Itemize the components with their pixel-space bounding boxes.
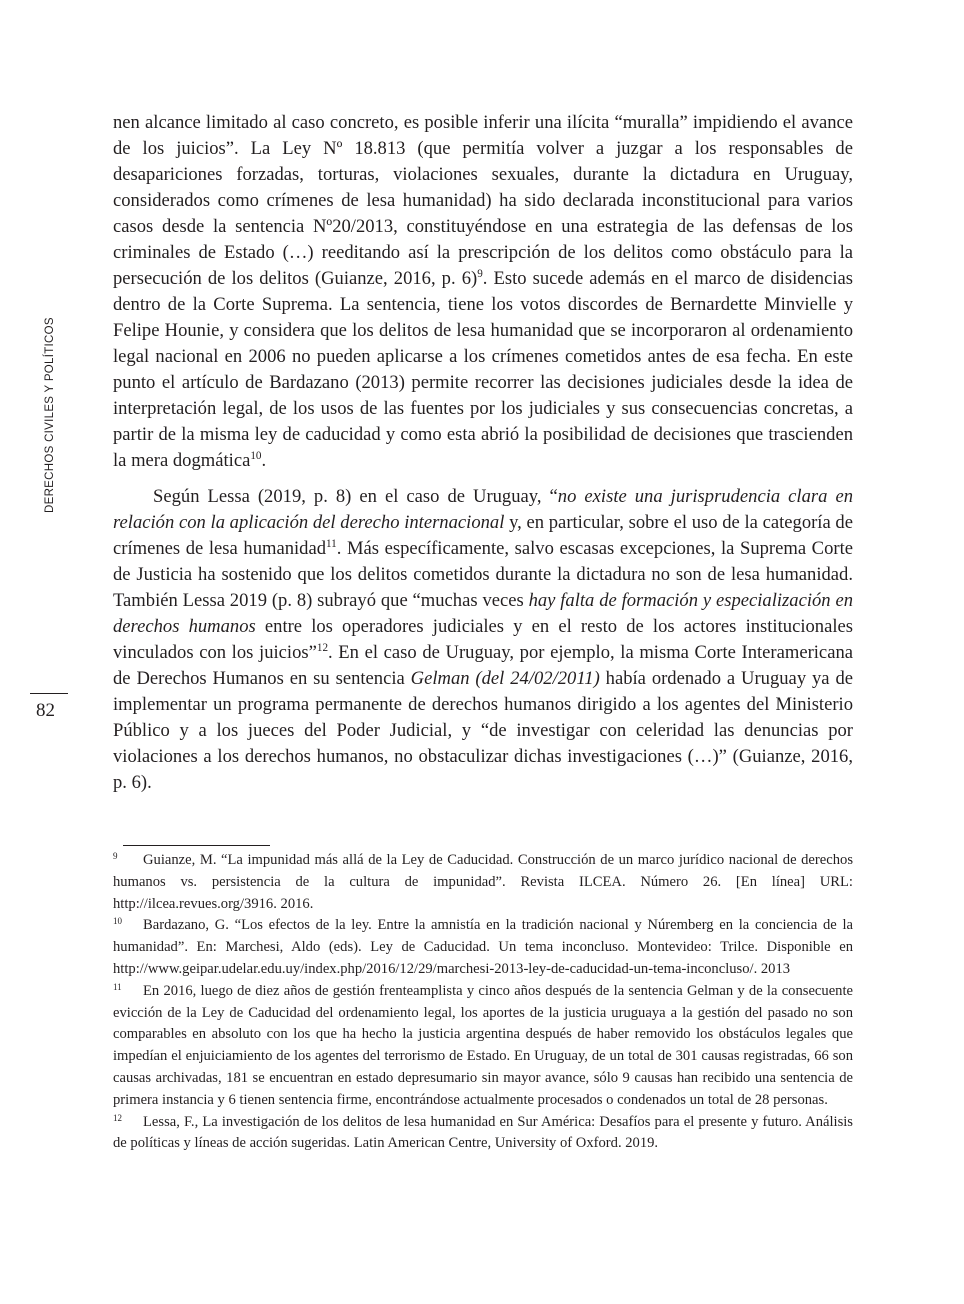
paragraph-2 [113, 484, 853, 796]
footnote-text: Guianze, M. “La impunidad más allá de la Ley de Caducidad. Construcción de un marco jurídico nacional de derechos humanos vs. persistencia de la cultura de impunidad”. Revista ILCEA. Número 26. [En línea] URL: http://ilcea.revues.org/3916. 2016. [113, 852, 853, 912]
footnote-9: 9 Guianze, M. “La impunidad más allá de la Ley de Caducidad. Construcción de un marco jurídico nacional de derechos humanos vs. persistencia de la cultura de impunidad”. Revista ILCEA. Número 26. [En línea] URL: http://ilcea.revues.org/3916. 2016. [113, 851, 853, 912]
footnote-ref-11[interactable]: 11 [326, 537, 337, 550]
footnote-ref-12[interactable]: 12 [316, 641, 329, 654]
paragraph-1 [113, 110, 853, 474]
page-number: 82 [36, 700, 55, 721]
section-side-label: DERECHOS CIVILES Y POLÍTICOS [44, 317, 56, 513]
paragraph-2-text: había ordenado a Uruguay ya de implementar un programa permanente de derechos humanos dirigido a los agentes del Ministerio Público y a los jueces del Poder Judicial, y “de investigar con celeridad las denuncias por violaciones a los derechos humanos, no obstaculizar dichas investigaciones (…)” (Guianze, 2016, p. 6). [113, 668, 854, 793]
paragraph-1-text: . Esto sucede además en el marco de disidencias dentro de la Corte Suprema. La sentencia, tiene los votos discordes de Bernardette Minvielle y Felipe Hounie, y considera que los delitos de lesa humanidad que se incorporaron al ordenamiento legal nacional en 2006 no pueden aplicarse a los crímenes cometidos antes de esa fecha. En este punto el artículo de Bardazano (2013) permite recorrer las decisiones judiciales desde la idea de interpretación legal, de los usos de las fuentes por los judiciales y sus consecuencias concretas, a partir de la misma ley de caducidad y como esta abrió la posibilidad de decisiones que trascienden la mera dogmática [113, 268, 853, 471]
body-text [113, 110, 853, 796]
footnote-text: En 2016, luego de diez años de gestión frenteamplista y cinco años después de la sentencia Gelman y de la consecuente evicción de la Ley de Caducidad del ordenamiento legal, los aportes de la justicia uruguaya a la gestión del pasado no son comparables en absoluto con los que ha hecho la justicia argentina después de haber removido los obstáculos legales que impedían el enjuiciamiento de los agentes del terrorismo de Estado. En Uruguay, de un total de 301 causas registradas, 66 son causas archivadas, 181 se encuentran en estado depresumario sin mayor avance, sólo 9 causas han recibido una sentencia de primera instancia y 6 tienen sentencia firme, encontrándose actualmente procesados o condenados un total de 28 personas. [113, 982, 853, 1108]
paragraph-2-text: y, en particular, sobre el uso de la categoría de crímenes de lesa humanidad [113, 512, 853, 559]
italic-case-name: Gelman (del 24/02/2011) [410, 668, 600, 689]
paragraph-1-text: nen alcance limitado al caso concreto, es posible inferir una ilícita “muralla” impidiendo el avance de los juicios”. La Ley Nº 18.813 (que permitía volver a juzgar a los responsables de desapariciones forzadas, torturas, violaciones sexuales, durante la dictadura en Uruguay, considerados como crímenes de lesa humanidad) ha sido declarada inconstitucional para varios casos desde la sentencia Nº20/2013, constituyéndose en una estrategia de las defensas de los criminales de Estado (…) reeditando así la prescripción de los delitos como obstáculo para la persecución de los delitos (Guianze, 2016, p. 6) [113, 112, 853, 289]
footnote-text: Lessa, F., La investigación de los delitos de lesa humanidad en Sur América: Desafíos para el presente y futuro. Análisis de políticas y líneas de acción sugeridas. Latin American Centre, University of Oxford. 2019. [113, 1113, 853, 1152]
page-number-rule [30, 693, 68, 694]
footnote-10: 10 Bardazano, G. “Los efectos de la ley. Entre la amnistía en la tradición nacional y Núremberg en la conciencia de la humanidad”. En: Marchesi, Aldo (eds). Ley de Caducidad. Un tema inconcluso. Montevideo: Trilce. Disponible en http://www.geipar.udelar.edu.uy/index.php/2016/12/29/marchesi-2013-ley-de-caducidad-un-tema-inconcluso/. 2013 [113, 916, 853, 977]
paragraph-2-text: Según Lessa (2019, p. 8) en el caso de Uruguay, “ [153, 486, 558, 507]
italic-quote: hay falta de formación y especialización en derechos humanos [113, 590, 853, 637]
footnote-text: Bardazano, G. “Los efectos de la ley. Entre la amnistía en la tradición nacional y Núremberg en la conciencia de la humanidad”. En: Marchesi, Aldo (eds). Ley de Caducidad. Un tema inconcluso. Montevideo: Trilce. Disponible en http://www.geipar.udelar.edu.uy/index.php/2016/12/29/marchesi-2013-ley-de-caducidad-un-tema-inconcluso/. 2013 [113, 917, 853, 977]
paragraph-2-text: . En el caso de Uruguay, por ejemplo, la misma Corte Interamericana de Derechos Humanos en su sentencia [113, 642, 853, 689]
paragraph-1-text: . [261, 450, 267, 471]
footnotes [113, 850, 853, 1155]
footnote-separator [123, 845, 270, 846]
footnote-ref-9[interactable]: 9 [477, 267, 483, 280]
footnote-12: 12 Lessa, F., La investigación de los delitos de lesa humanidad en Sur América: Desafíos para el presente y futuro. Análisis de políticas y líneas de acción sugeridas. Latin American Centre, University of Oxford. 2019. [113, 1112, 853, 1152]
footnote-ref-10[interactable]: 10 [250, 449, 262, 462]
paragraph-2-text: entre los operadores judiciales y en el resto de los actores institucionales vinculados con los juicios” [113, 616, 853, 663]
paragraph-2-text: . Más específicamente, salvo escasas excepciones, la Suprema Corte de Justicia ha sostenido que los delitos cometidos durante la dictadura no son de lesa humanidad. También Lessa 2019 (p. 8) subrayó que “muchas veces [113, 538, 853, 611]
footnote-11: 11 En 2016, luego de diez años de gestión frenteamplista y cinco años después de la sentencia Gelman y de la consecuente evicción de la Ley de Caducidad del ordenamiento legal, los aportes de la justicia uruguaya a la gestión del pasado no son comparables en absoluto con los que ha hecho la justicia argentina después de haber removido los obstáculos legales que impedían el enjuiciamiento de los agentes del terrorismo de Estado. En Uruguay, de un total de 301 causas registradas, 66 son causas archivadas, 181 se encuentran en estado depresumario sin mayor avance, sólo 9 causas han recibido una sentencia de primera instancia y 6 tienen sentencia firme, encontrándose actualmente procesados o condenados un total de 28 personas. [113, 981, 853, 1108]
italic-quote: no existe una jurisprudencia clara en relación con la aplicación del derecho internacional [113, 486, 853, 533]
